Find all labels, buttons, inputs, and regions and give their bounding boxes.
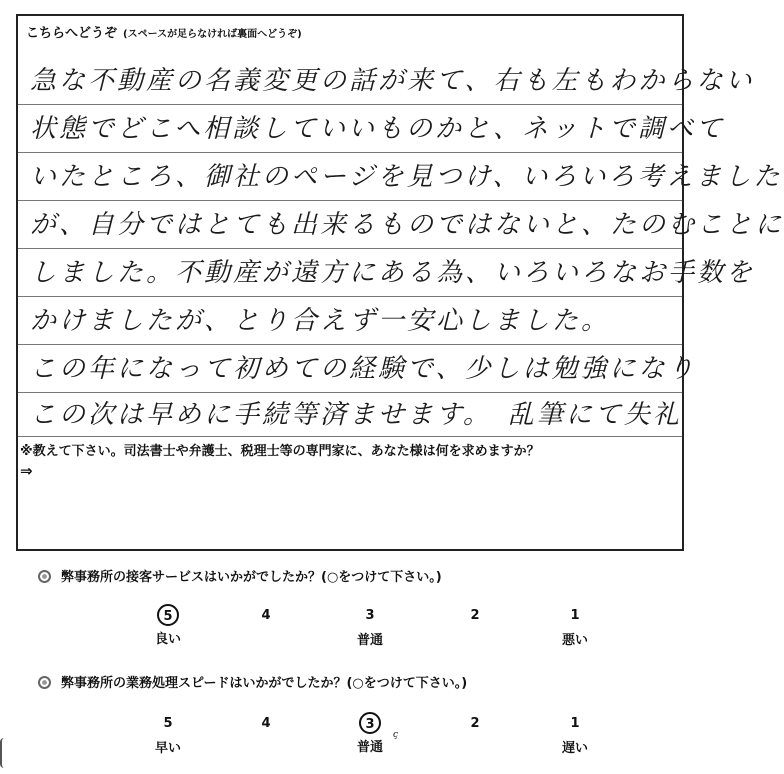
handwritten-line: この次は早めに手続等済ませます。 乱筆にて失礼	[30, 400, 682, 430]
rating-label	[236, 737, 296, 753]
rating-number: 5	[163, 716, 173, 731]
ruled-line	[18, 152, 682, 153]
ruled-line	[18, 296, 682, 297]
ruled-line	[18, 248, 682, 249]
comment-box-header	[26, 22, 302, 41]
rating-number: 3	[365, 608, 375, 623]
rating-number: 2	[470, 608, 480, 623]
survey-question-text: 弊事務所の接客サービスはいかがでしたか？(○をつけて下さい。)	[61, 570, 442, 585]
rating-number: 4	[261, 608, 271, 623]
handwritten-line: 状態でどこへ相談していいものかと、ネットで調べて	[30, 114, 725, 144]
rating-label: 遅い	[561, 741, 588, 756]
rating-option-5[interactable]	[138, 604, 198, 647]
rating-option-2[interactable]	[445, 604, 505, 645]
rating-number: 1	[570, 716, 580, 731]
answer-arrow: ⇒	[20, 462, 33, 480]
bullet-icon	[38, 570, 51, 583]
rating-option-1[interactable]	[545, 604, 605, 648]
rating-row-service	[0, 604, 699, 654]
rating-option-1[interactable]	[545, 712, 605, 756]
ruled-line	[18, 104, 682, 105]
comment-box-note: (スペースが足らなければ裏面へどうぞ)	[123, 29, 302, 40]
rating-label	[445, 737, 505, 753]
rating-label: 普通	[356, 740, 383, 755]
ruled-line	[18, 200, 682, 201]
ruled-line	[18, 436, 682, 437]
rating-label	[236, 629, 296, 645]
handwritten-line: 急な不動産の名義変更の話が来て、右も左もわからない	[30, 66, 755, 96]
rating-label: 普通	[356, 633, 383, 648]
rating-number: 5	[157, 604, 179, 626]
handwritten-line: が、自分ではとても出来るものではないと、たのむことに	[30, 210, 784, 240]
survey-question-service	[38, 566, 442, 585]
rating-option-3[interactable]	[340, 712, 400, 755]
rating-number: 4	[261, 716, 271, 731]
rating-label: 良い	[154, 632, 181, 647]
rating-number: 1	[570, 608, 580, 623]
rating-option-2[interactable]	[445, 712, 505, 753]
handwritten-line: いたところ、御社のページを見つけ、いろいろ考えました	[30, 162, 783, 192]
rating-option-4[interactable]	[236, 604, 296, 645]
handwritten-line: かけましたが、とり合えず一安心しました。	[30, 306, 611, 336]
rating-label: 悪い	[561, 633, 588, 648]
rating-label	[445, 629, 505, 645]
ruled-line	[18, 344, 682, 345]
rating-row-speed	[0, 712, 699, 762]
page-edge-mark	[0, 738, 8, 768]
rating-option-4[interactable]	[236, 712, 296, 753]
survey-question-text: 弊事務所の業務処理スピードはいかがでしたか？(○をつけて下さい。)	[61, 676, 468, 691]
ruled-line	[18, 392, 682, 393]
rating-option-3[interactable]	[340, 604, 400, 648]
expert-question: ※教えて下さい。司法書士や弁護士、税理士等の専門家に、あなた様は何を求めますか？	[20, 444, 540, 459]
comment-box-title: こちらへどうぞ	[26, 26, 118, 41]
rating-label: 早い	[154, 741, 181, 756]
rating-number: 3	[359, 712, 381, 734]
bullet-icon	[38, 676, 51, 689]
rating-option-5[interactable]	[138, 712, 198, 756]
survey-question-speed	[38, 672, 467, 691]
handwritten-line: この年になって初めての経験で、少しは勉強になり	[30, 354, 697, 384]
comment-box	[16, 14, 784, 551]
handwritten-line: しました。不動産が遠方にある為、いろいろなお手数を	[30, 258, 756, 288]
handwritten-mark: ҫ	[393, 730, 399, 740]
rating-number: 2	[470, 716, 480, 731]
